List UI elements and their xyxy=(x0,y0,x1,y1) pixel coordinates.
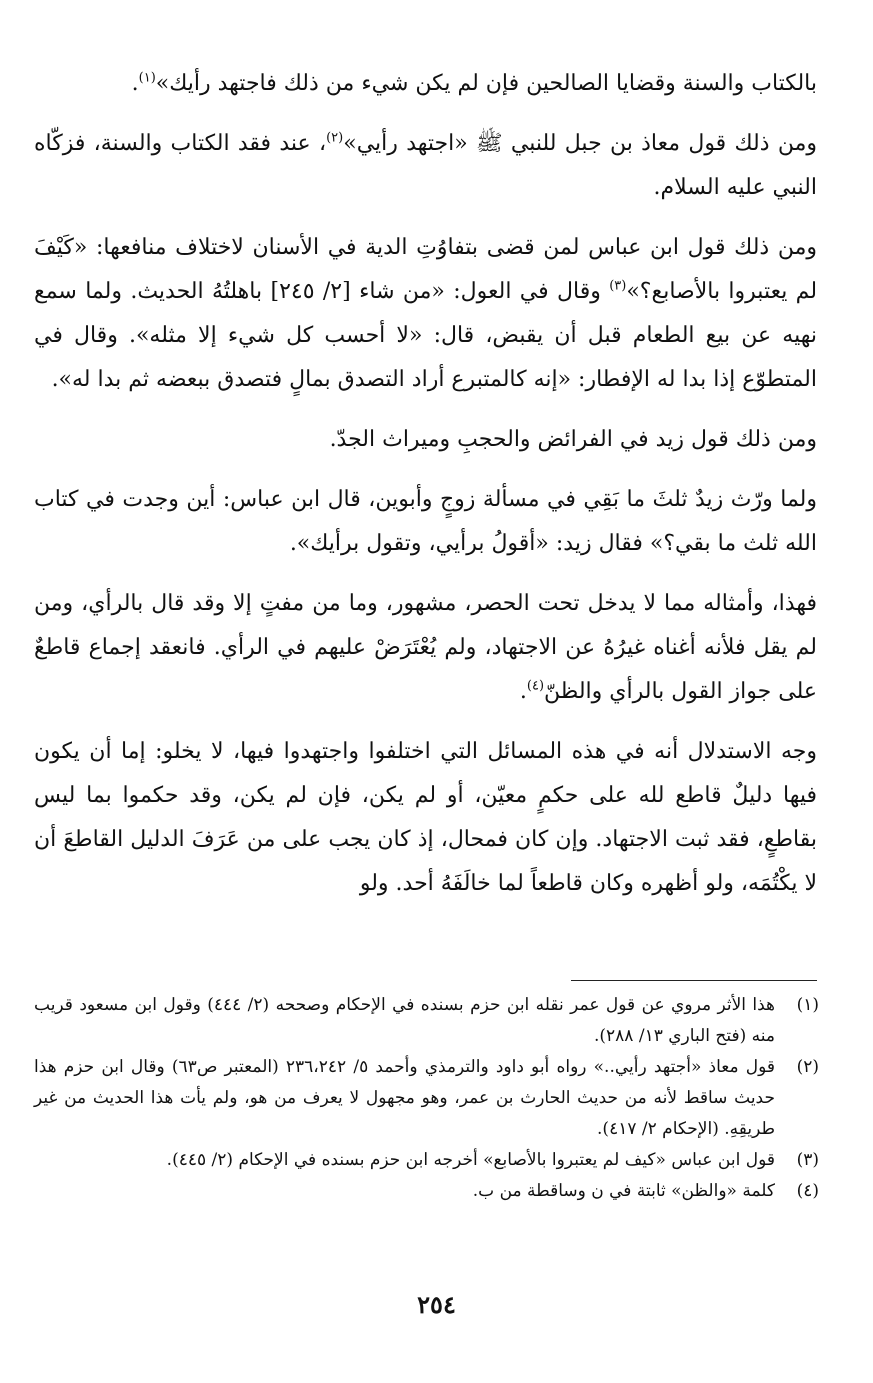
main-text xyxy=(34,62,817,922)
footnote-number: (١) xyxy=(796,995,819,1015)
footnote-2 xyxy=(34,1052,819,1145)
paragraph-1: بالكتاب والسنة وقضايا الصالحين فإن لم يكن شيء من ذلك فاجتهد رأيك»$^{(١)}$. xyxy=(131,70,817,96)
footnote-text: هذا الأثر مروي عن قول عمر نقله ابن حزم بسنده في الإحكام وصححه (٢/ ٤٤٤) وقول ابن مسعود قريب منه (فتح الباري ١٣/ ٢٨٨). xyxy=(34,995,775,1046)
paragraph-2: ومن ذلك قول معاذ بن جبل للنبي ﷺ «اجتهد رأيي»$^{(٢)}$، عند فقد الكتاب والسنة، فزكّاه النبي عليه السلام. xyxy=(34,130,817,200)
paragraph-6: فهذا، وأمثاله مما لا يدخل تحت الحصر، مشهور، وما من مفتٍ إلا وقد قال بالرأي، ومن لم يقل فلأنه أغناه غيرُهُ عن الاجتهاد، ولم يُعْتَرَضْ عليهم في الرأي. فانعقد إجماع قاطعٌ على جواز القول بالرأي والظنّ$^{(٤)}$. xyxy=(34,591,817,704)
paragraph-4: ومن ذلك قول زيد في الفرائض والحجبِ وميراث الجدّ. xyxy=(329,427,817,452)
paragraph-7: وجه الاستدلال أنه في هذه المسائل التي اختلفوا واجتهدوا فيها، لا يخلو: إما أن يكون فيها دليلٌ قاطع لله على حكمٍ معيّن، أو لم يكن، فإن لم يكن، وقد حكموا بما ليس بقاطعٍ، فقد ثبت الاجتهاد. وإن كان فمحال، إذ كان يجب على من عَرَفَ الدليل القاطعَ أن لا يكْتُمَه، ولو أظهره وكان قاطعاً لما خالَفَهُ أحد. ولو xyxy=(34,739,817,896)
footnote-number: (٣) xyxy=(796,1150,819,1170)
paragraph-5: ولما ورّث زيدٌ ثلثَ ما بَقِي في مسألة زوجٍ وأبوين، قال ابن عباس: أين وجدت في كتاب الله ثلث ما بقي؟» فقال زيد: «أقولُ برأيي، وتقول برأيك». xyxy=(34,487,817,556)
footnote-text: قول معاذ «أجتهد رأيي..» رواه أبو داود والترمذي وأحمد ٥/ ٢٣٦،٢٤٢ (المعتبر ص٦٣) وقال ابن حزم هذا حديث ساقط لأنه من حديث الحارث بن عمر، وهو مجهول لا يعرف من هو، ولم يأت هذا الحديث من غير طريقِهِ. (الإحكام ٢/ ٤١٧). xyxy=(34,1057,775,1139)
footnote-number: (٤) xyxy=(796,1181,819,1201)
footnote-text: قول ابن عباس «كيف لم يعتبروا بالأصابع» أخرجه ابن حزم بسنده في الإحكام (٢/ ٤٤٥). xyxy=(166,1150,775,1170)
footnote-number: (٢) xyxy=(796,1057,819,1077)
footnote-1 xyxy=(34,990,819,1052)
footnote-ref-3[interactable]: (٣) xyxy=(609,278,627,294)
footnote-ref-4[interactable]: (٤) xyxy=(526,678,545,694)
paragraph-3: ومن ذلك قول ابن عباس لمن قضى بتفاوُتِ الدية في الأسنان لاختلاف منافعها: «كَيْفَ لم يعتبروا بالأصابع؟»$^{(٣)}$ وقال في العول: «من شاء [٢/ ٢٤٥] باهلتُهُ الحديث. ولما سمع نهيه عن بيع الطعام قبل أن يقبض، قال: «لا أحسب كل شيء إلا مثله». وقال في المتطوّع إذا بدا له الإفطار: «إنه كالمتبرع أراد التصدق بمالٍ فتصدق ببعضه ثم بدا له». xyxy=(34,235,818,392)
footnote-4 xyxy=(34,1176,819,1207)
footnote-ref-2[interactable]: (٢) xyxy=(326,130,344,146)
footnotes xyxy=(34,990,819,1207)
footnote-3 xyxy=(34,1145,819,1176)
footnote-divider xyxy=(571,980,817,981)
page-number: ٢٥٤ xyxy=(417,1290,456,1319)
footnote-ref-1[interactable]: (١) xyxy=(138,70,156,86)
footnote-text: كلمة «والظن» ثابتة في ن وساقطة من ب. xyxy=(472,1181,775,1201)
